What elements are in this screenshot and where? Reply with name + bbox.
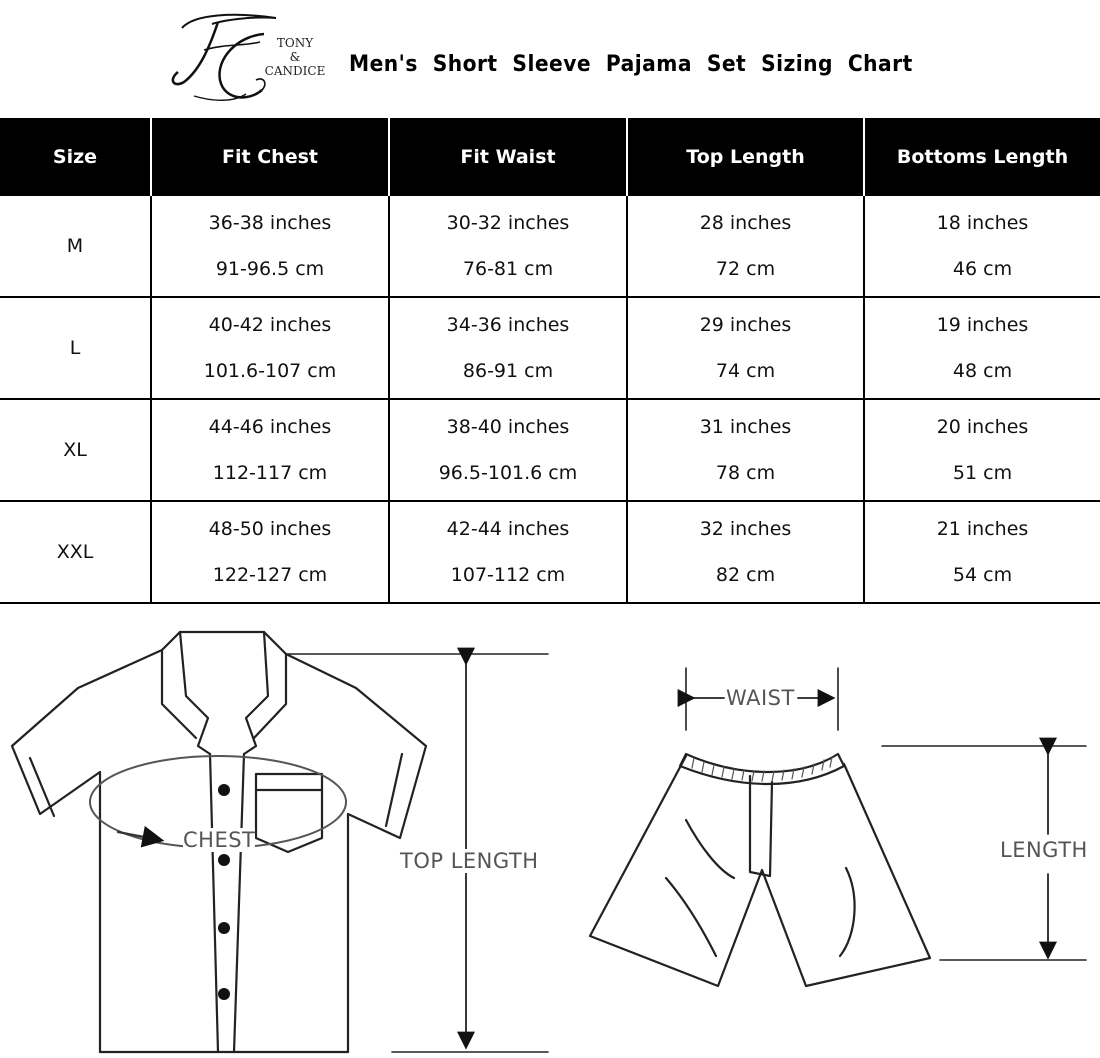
bottoms-length-cm: 51 cm [952, 462, 1013, 484]
top-length-cell [627, 399, 864, 501]
table-row [0, 501, 1100, 603]
chest-cm: 91-96.5 cm [215, 258, 325, 280]
table-header-row [0, 118, 1100, 196]
chest-cell [151, 196, 389, 297]
waist-inches: 30-32 inches [446, 212, 570, 234]
bottoms-length-inches: 20 inches [936, 416, 1029, 438]
chest-inches: 40-42 inches [208, 314, 332, 336]
chest-inches: 44-46 inches [208, 416, 332, 438]
brand-line-3: CANDICE [264, 64, 326, 78]
bottoms-length-cell [864, 297, 1100, 399]
brand-line-2: & [289, 50, 301, 64]
header-fit-waist: Fit Waist [389, 118, 627, 196]
size-cell: XL [0, 399, 151, 501]
chest-cm: 101.6-107 cm [203, 360, 337, 382]
chest-cell [151, 297, 389, 399]
bottoms-length-inches: 19 inches [936, 314, 1029, 336]
header-fit-chest: Fit Chest [151, 118, 389, 196]
top-length-cell [627, 501, 864, 603]
top-length-cm: 82 cm [715, 564, 776, 586]
size-cell: M [0, 196, 151, 297]
header [0, 0, 1100, 118]
chest-cell [151, 501, 389, 603]
shorts-icon [590, 754, 930, 986]
bottoms-length-cm: 48 cm [952, 360, 1013, 382]
top-length-inches: 29 inches [699, 314, 792, 336]
waist-cell [389, 297, 627, 399]
waist-cell [389, 399, 627, 501]
length-label: LENGTH [1000, 838, 1088, 862]
measurement-diagram [0, 606, 1100, 1058]
top-length-inches: 32 inches [699, 518, 792, 540]
table-row [0, 399, 1100, 501]
top-length-label: TOP LENGTH [400, 849, 539, 873]
chest-cm: 122-127 cm [212, 564, 328, 586]
table-row [0, 196, 1100, 297]
chest-cm: 112-117 cm [212, 462, 328, 484]
chest-inches: 36-38 inches [208, 212, 332, 234]
top-length-inches: 28 inches [699, 212, 792, 234]
chest-inches: 48-50 inches [208, 518, 332, 540]
garment-illustration [0, 606, 1100, 1058]
brand-line-1: TONY [276, 36, 314, 50]
header-bottoms-length: Bottoms Length [864, 118, 1100, 196]
bottoms-length-cm: 54 cm [952, 564, 1013, 586]
waist-inches: 38-40 inches [446, 416, 570, 438]
top-length-cm: 72 cm [715, 258, 776, 280]
top-length-inches: 31 inches [699, 416, 792, 438]
chest-label: CHEST [183, 828, 256, 852]
waist-cm: 76-81 cm [462, 258, 554, 280]
waist-cm: 96.5-101.6 cm [438, 462, 578, 484]
sizing-table [0, 118, 1100, 604]
header-size: Size [0, 118, 151, 196]
bottoms-length-cell [864, 196, 1100, 297]
size-cell: XXL [0, 501, 151, 603]
page-title: Men's Short Sleeve Pajama Set Sizing Chart [349, 52, 913, 77]
waist-label: WAIST [726, 686, 795, 710]
waist-cm: 107-112 cm [450, 564, 566, 586]
brand-logo [164, 6, 334, 110]
bottoms-length-inches: 21 inches [936, 518, 1029, 540]
top-length-cell [627, 196, 864, 297]
shirt-buttons [218, 784, 230, 1000]
waist-cell [389, 196, 627, 297]
waist-inches: 34-36 inches [446, 314, 570, 336]
bottoms-length-cell [864, 501, 1100, 603]
chest-cell [151, 399, 389, 501]
top-length-cm: 74 cm [715, 360, 776, 382]
bottoms-length-cell [864, 399, 1100, 501]
bottoms-length-cm: 46 cm [952, 258, 1013, 280]
waist-cm: 86-91 cm [462, 360, 554, 382]
size-cell: L [0, 297, 151, 399]
brand-name [258, 36, 332, 78]
top-length-cm: 78 cm [715, 462, 776, 484]
bottoms-length-inches: 18 inches [936, 212, 1029, 234]
waist-inches: 42-44 inches [446, 518, 570, 540]
top-length-cell [627, 297, 864, 399]
header-top-length: Top Length [627, 118, 864, 196]
waist-cell [389, 501, 627, 603]
table-row [0, 297, 1100, 399]
